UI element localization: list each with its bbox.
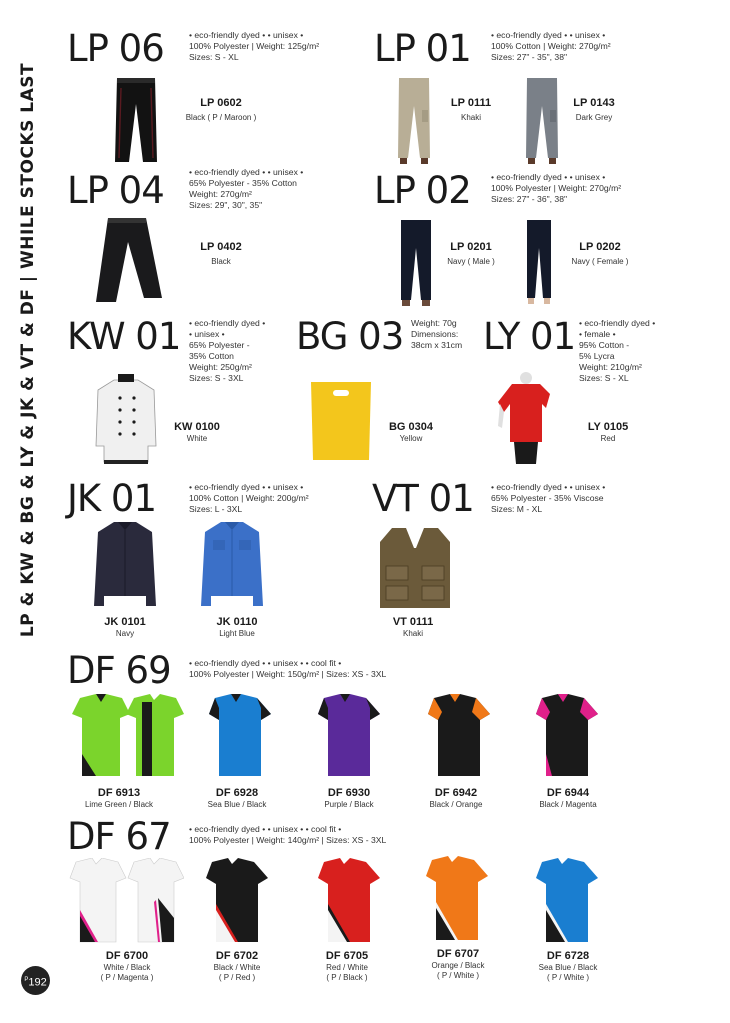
df69-code: DF 69 [67, 649, 171, 692]
lp02-code: LP 02 [374, 169, 471, 212]
df6702-item: DF 6702 Black / White ( P / Red ) [213, 950, 261, 982]
lp0201-item: LP 0201 Navy ( Male ) [447, 241, 495, 266]
df6728-item: DF 6728 Sea Blue / Black ( P / White ) [538, 950, 598, 982]
lp0402-item: LP 0402 Black [200, 241, 242, 266]
lp06-code: LP 06 [67, 27, 164, 70]
lp06-spec: • eco-friendly dyed • • unisex • 100% Polyester | Weight: 125g/m² Sizes: S - XL [189, 30, 320, 62]
df6944-polo-image [532, 694, 602, 778]
jk01-spec: • eco-friendly dyed • • unisex • 100% Cotton | Weight: 200g/m² Sizes: L - 3XL [189, 482, 309, 514]
df69-spec: • eco-friendly dyed • • unisex • • cool fit • 100% Polyester | Weight: 150g/m² | Sizes: XS - 3XL [189, 658, 387, 679]
df6928-polo-image [205, 694, 275, 778]
df6702-polo-image [202, 858, 272, 944]
lp04-spec: • eco-friendly dyed • • unisex • 65% Polyester - 35% Cotton Weight: 270g/m² Sizes: 29", 30", 35" [189, 167, 304, 210]
vt0111-item: VT 0111 Khaki [392, 616, 434, 638]
bg03-code: BG 03 [296, 315, 404, 358]
kw01-spec: • eco-friendly dyed • • unisex • 65% Polyester - 35% Cotton Weight: 250g/m² Sizes: S - 3XL [189, 318, 266, 383]
kw01-code: KW 01 [67, 315, 181, 358]
df6928-item: DF 6928 Sea Blue / Black [207, 787, 267, 809]
lp0402-pants-image [94, 218, 164, 304]
lp02-spec: • eco-friendly dyed • • unisex • 100% Polyester | Weight: 270g/m² Sizes: 27" - 36", 38" [491, 172, 622, 204]
jk0110-shirt-image [199, 522, 265, 612]
ly01-spec: • eco-friendly dyed • • female • 95% Cotton - 5% Lycra Weight: 210g/m² Sizes: S - XL [579, 318, 656, 383]
df6728-polo-image [532, 858, 602, 944]
ly0105-tshirt-image [496, 372, 552, 464]
lp0602-item: LP 0602 Black ( P / Maroon ) [185, 97, 257, 122]
df67-code: DF 67 [67, 815, 171, 858]
df6913-polo-image [66, 694, 184, 778]
bg03-spec: Weight: 70g Dimensions: 38cm x 31cm [411, 318, 463, 350]
df6707-item: DF 6707 Orange / Black ( P / White ) [431, 948, 485, 980]
df6705-polo-image [314, 858, 384, 944]
ly0105-item: LY 0105 Red [587, 421, 629, 443]
jk0110-item: JK 0110 Light Blue [216, 616, 258, 638]
df6942-polo-image [424, 694, 494, 778]
df6700-item: DF 6700 White / Black ( P / Magenta ) [100, 950, 154, 982]
vt0111-vest-image [378, 526, 452, 610]
df6705-item: DF 6705 Red / White ( P / Black ) [325, 950, 369, 982]
df6930-item: DF 6930 Purple / Black [324, 787, 374, 809]
kw0100-chef-jacket-image [94, 374, 158, 464]
lp0602-pants-image [113, 78, 159, 164]
lp0202-item: LP 0202 Navy ( Female ) [571, 241, 629, 266]
lp01-code: LP 01 [374, 27, 471, 70]
df6944-item: DF 6944 Black / Magenta [539, 787, 597, 809]
vt01-code: VT 01 [372, 477, 474, 520]
ly01-code: LY 01 [483, 315, 576, 358]
lp0111-item: LP 0111 Khaki [450, 97, 492, 122]
df67-spec: • eco-friendly dyed • • unisex • • cool fit • 100% Polyester | Weight: 140g/m² | Sizes: XS - 3XL [189, 824, 387, 845]
side-title: LP & KW & BG & LY & JK & VT & DF | WHILE STOCKS LAST [18, 62, 38, 638]
df6700-polo-image [66, 858, 184, 944]
page-number-badge: $^P$192 [21, 966, 50, 995]
jk01-code: JK 01 [67, 477, 157, 520]
jk0101-item: JK 0101 Navy [104, 616, 146, 638]
vt01-spec: • eco-friendly dyed • • unisex • 65% Polyester - 35% Viscose Sizes: M - XL [491, 482, 606, 514]
lp01-spec: • eco-friendly dyed • • unisex • 100% Cotton | Weight: 270g/m² Sizes: 27" - 35", 38" [491, 30, 611, 62]
lp0143-item: LP 0143 Dark Grey [573, 97, 615, 122]
lp04-code: LP 04 [67, 169, 164, 212]
df6930-polo-image [314, 694, 384, 778]
bg0304-item: BG 0304 Yellow [388, 421, 434, 443]
df6707-polo-image [422, 856, 492, 942]
df6913-item: DF 6913 Lime Green / Black [84, 787, 154, 809]
kw0100-item: KW 0100 White [174, 421, 220, 443]
df6942-item: DF 6942 Black / Orange [429, 787, 483, 809]
jk0101-shirt-image [92, 522, 158, 612]
